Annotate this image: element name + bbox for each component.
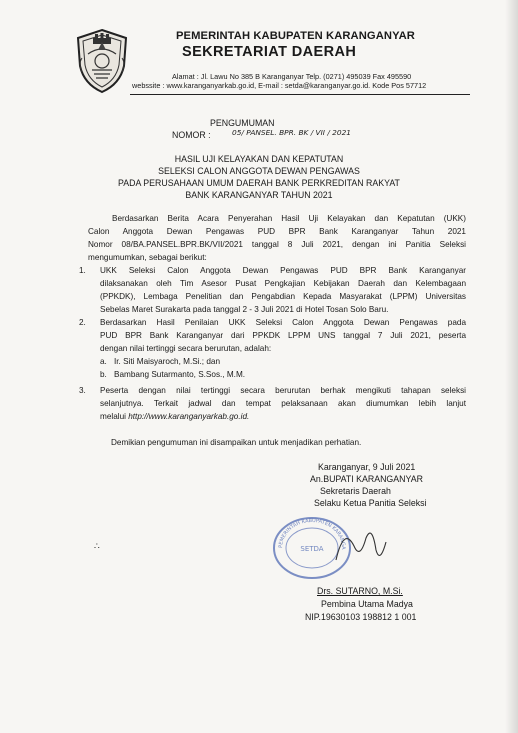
signer-rank: Pembina Utama Madya [321,599,413,609]
sub-letter: a. [100,357,107,366]
item-line: dilaksanakan oleh Tim Asesor Pusat Pengkajian Kebijakan Daerah dan Kelembagaan [100,279,466,288]
sub-text: Ir. Siti Maisyaroch, M.Si.; dan [114,357,221,366]
list-number: 2. [79,318,86,327]
item-line [100,410,466,423]
number-label: NOMOR : [172,130,211,140]
heading-line: HASIL UJI KELAYAKAN DAN KEPATUTAN [174,154,344,164]
signer-nip: NIP.19630103 198812 1 001 [305,612,417,622]
number-value: 05/ PANSEL. BPR. BK / VII / 2021 [232,128,351,137]
stamp-text: PEMERINTAH KABUPATEN KARANGA [277,517,347,550]
closing-text: Demikian pengumuman ini disampaikan untuk menjadikan perhatian. [111,438,362,447]
announcement-title: PENGUMUMAN [210,118,275,128]
government-name: PEMERINTAH KABUPATEN KARANGANYAR [176,30,415,42]
on-behalf: An.BUPATI KARANGANYAR [310,474,423,484]
office-address: Alamat : Jl. Lawu No 385 B Karanganyar Telp. (0271) 495039 Fax 495590 [172,72,412,81]
signer-position: Sekretaris Daerah [320,486,391,496]
intro-line: Nomor 08/BA.PANSEL.BPR.BK/VII/2021 tanggal 8 Juli 2021, dengan ini Panitia Seleksi [88,240,466,249]
handwritten-signature [330,520,390,570]
intro-line: mengumumkan, sebagai berikut: [88,253,207,262]
office-name: SEKRETARIAT DAERAH [182,44,357,60]
sub-text: Bambang Sutarmanto, S.Sos., M.M. [114,370,246,379]
item-text: melalui [100,412,129,421]
stamp-center-text: SETDA [300,545,324,553]
list-number: 1. [79,266,86,275]
item-line: Peserta dengan nilai tertinggi secara berurutan berhak mengikuti tahapan seleksi [100,386,466,395]
signer-role: Selaku Ketua Panitia Seleksi [314,498,427,508]
page-edge-shadow [505,0,518,733]
sub-item [100,368,466,381]
item-line: (PPKDK), Lembaga Penelitian dan Pengabdian Kepada Masyarakat (LPPM) Universitas [100,292,466,301]
sub-letter: b. [100,370,107,379]
header-divider [130,94,470,95]
item-line: Berdasarkan Hasil Penilaian UKK Seleksi Calon Anggota Dewan Pengawas pada [100,318,466,327]
stray-mark: ∴ [94,541,100,551]
item-line: dengan nilai tertinggi secara berurutan, adalah: [100,344,272,353]
item-line: UKK Seleksi Calon Anggota Dewan Pengawas PUD BPR Bank Karanganyar [100,266,466,275]
sub-item [100,355,466,368]
intro-line: Berdasarkan Berita Acara Penyerahan Hasil Uji Kelayakan dan Kepatutan (UKK) [112,214,466,223]
website-link[interactable]: http://www.karanganyarkab.go.id. [128,412,250,421]
heading-line: PADA PERUSAHAAN UMUM DAERAH BANK PERKREDITAN RAKYAT [118,178,400,188]
office-website: webssite : www.karanganyarkab.go.id, E-mail : setda@karanganyar.go.id. Kode Pos 57712 [132,81,427,90]
place-date: Karanganyar, 9 Juli 2021 [318,462,416,472]
item-line: selanjutnya. Terkait jadwal dan tempat pelaksanaan akan diumumkan lebih lanjut [100,399,466,408]
regency-logo [74,28,130,94]
heading-line: SELEKSI CALON ANGGOTA DEWAN PENGAWAS [158,166,360,176]
heading-line: BANK KARANGANYAR TAHUN 2021 [185,190,333,200]
item-line: PUD BPR Bank Karanganyar dari PPKDK LPPM UNS tanggal 7 Juli 2021, peserta [100,331,466,340]
intro-line: Calon Anggota Dewan Pengawas PUD BPR Bank Karanganyar Tahun 2021 [88,227,466,236]
list-item [79,264,466,316]
list-number: 3. [79,386,86,395]
list-item [79,384,466,423]
signer-name: Drs. SUTARNO, M.Si. [317,586,403,596]
list-item [79,316,466,381]
intro-paragraph [88,212,466,264]
item-line: Sebelas Maret Surakarta pada tanggal 2 - 3 Juli 2021 di Hotel Tosan Solo Baru. [100,305,389,314]
